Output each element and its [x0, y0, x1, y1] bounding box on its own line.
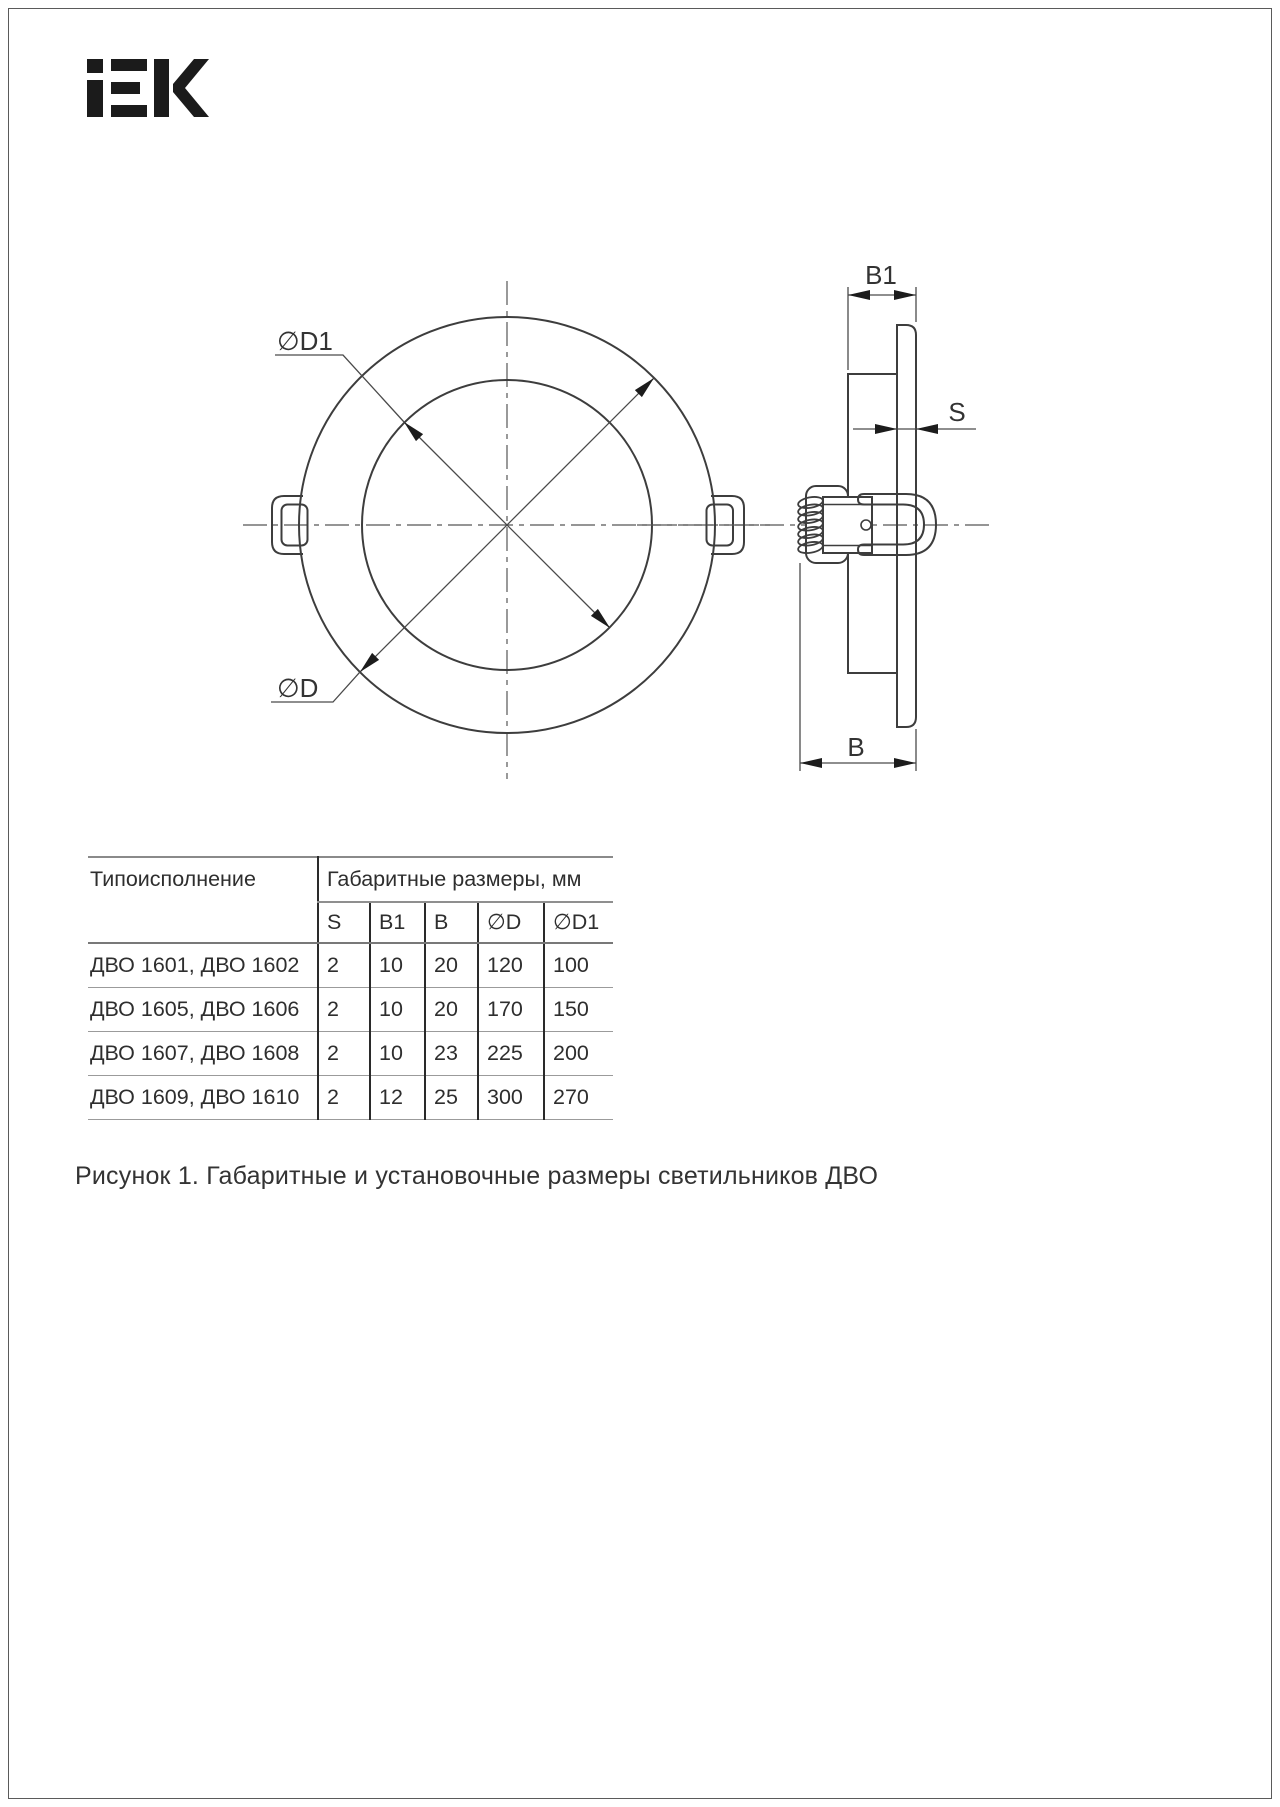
row-b1: 10 — [370, 987, 425, 1031]
b1-label: B1 — [865, 260, 897, 290]
row-type: ДВО 1609, ДВО 1610 — [88, 1075, 318, 1119]
b1-arrow-right — [894, 290, 916, 300]
row-s: 2 — [318, 987, 370, 1031]
d-label: ∅D — [277, 673, 319, 703]
front-flange — [897, 325, 916, 727]
row-type: ДВО 1601, ДВО 1602 — [88, 943, 318, 987]
row-type: ДВО 1605, ДВО 1606 — [88, 987, 318, 1031]
row-d: 120 — [478, 943, 544, 987]
row-type: ДВО 1607, ДВО 1608 — [88, 1031, 318, 1075]
col-header-s: S — [318, 902, 370, 943]
row-b1: 10 — [370, 943, 425, 987]
col-header-b: B — [425, 902, 478, 943]
row-d1: 270 — [544, 1075, 613, 1119]
col-header-b1: B1 — [370, 902, 425, 943]
table-row — [88, 943, 613, 987]
dimension-s — [853, 397, 976, 434]
table-header-row-1 — [88, 857, 613, 902]
b1-arrow-left — [848, 290, 870, 300]
row-d1: 150 — [544, 987, 613, 1031]
row-b: 23 — [425, 1031, 478, 1075]
row-b: 20 — [425, 943, 478, 987]
table-row — [88, 1075, 613, 1119]
row-b: 20 — [425, 987, 478, 1031]
row-s: 2 — [318, 1075, 370, 1119]
s-label: S — [948, 397, 966, 427]
col-header-d: ∅D — [478, 902, 544, 943]
s-arrow-right — [916, 424, 938, 434]
row-d1: 100 — [544, 943, 613, 987]
figure-caption: Рисунок 1. Габаритные и установочные размеры светильников ДВО — [75, 1162, 879, 1190]
d1-label: ∅D1 — [277, 326, 333, 356]
b-label: B — [847, 732, 865, 762]
row-b1: 12 — [370, 1075, 425, 1119]
table-row — [88, 987, 613, 1031]
row-b1: 10 — [370, 1031, 425, 1075]
table-header-dimensions-group: Габаритные размеры, мм — [318, 857, 613, 902]
s-arrow-left — [875, 424, 897, 434]
row-d1: 200 — [544, 1031, 613, 1075]
table-header-type: Типоисполнение — [88, 857, 318, 943]
dimension-d1 — [275, 326, 610, 628]
row-b: 25 — [425, 1075, 478, 1119]
dimensions-table — [88, 856, 613, 1120]
row-d: 300 — [478, 1075, 544, 1119]
row-s: 2 — [318, 1031, 370, 1075]
row-s: 2 — [318, 943, 370, 987]
technical-drawing — [0, 0, 1280, 820]
row-d: 225 — [478, 1031, 544, 1075]
front-view — [243, 281, 774, 779]
dimension-d — [271, 378, 654, 703]
table-row — [88, 1031, 613, 1075]
row-d: 170 — [478, 987, 544, 1031]
b-arrow-right — [894, 758, 916, 768]
dimension-b — [800, 563, 916, 771]
b-arrow-left — [800, 758, 822, 768]
dimension-b1 — [848, 260, 916, 370]
side-view — [637, 260, 993, 771]
col-header-d1: ∅D1 — [544, 902, 613, 943]
